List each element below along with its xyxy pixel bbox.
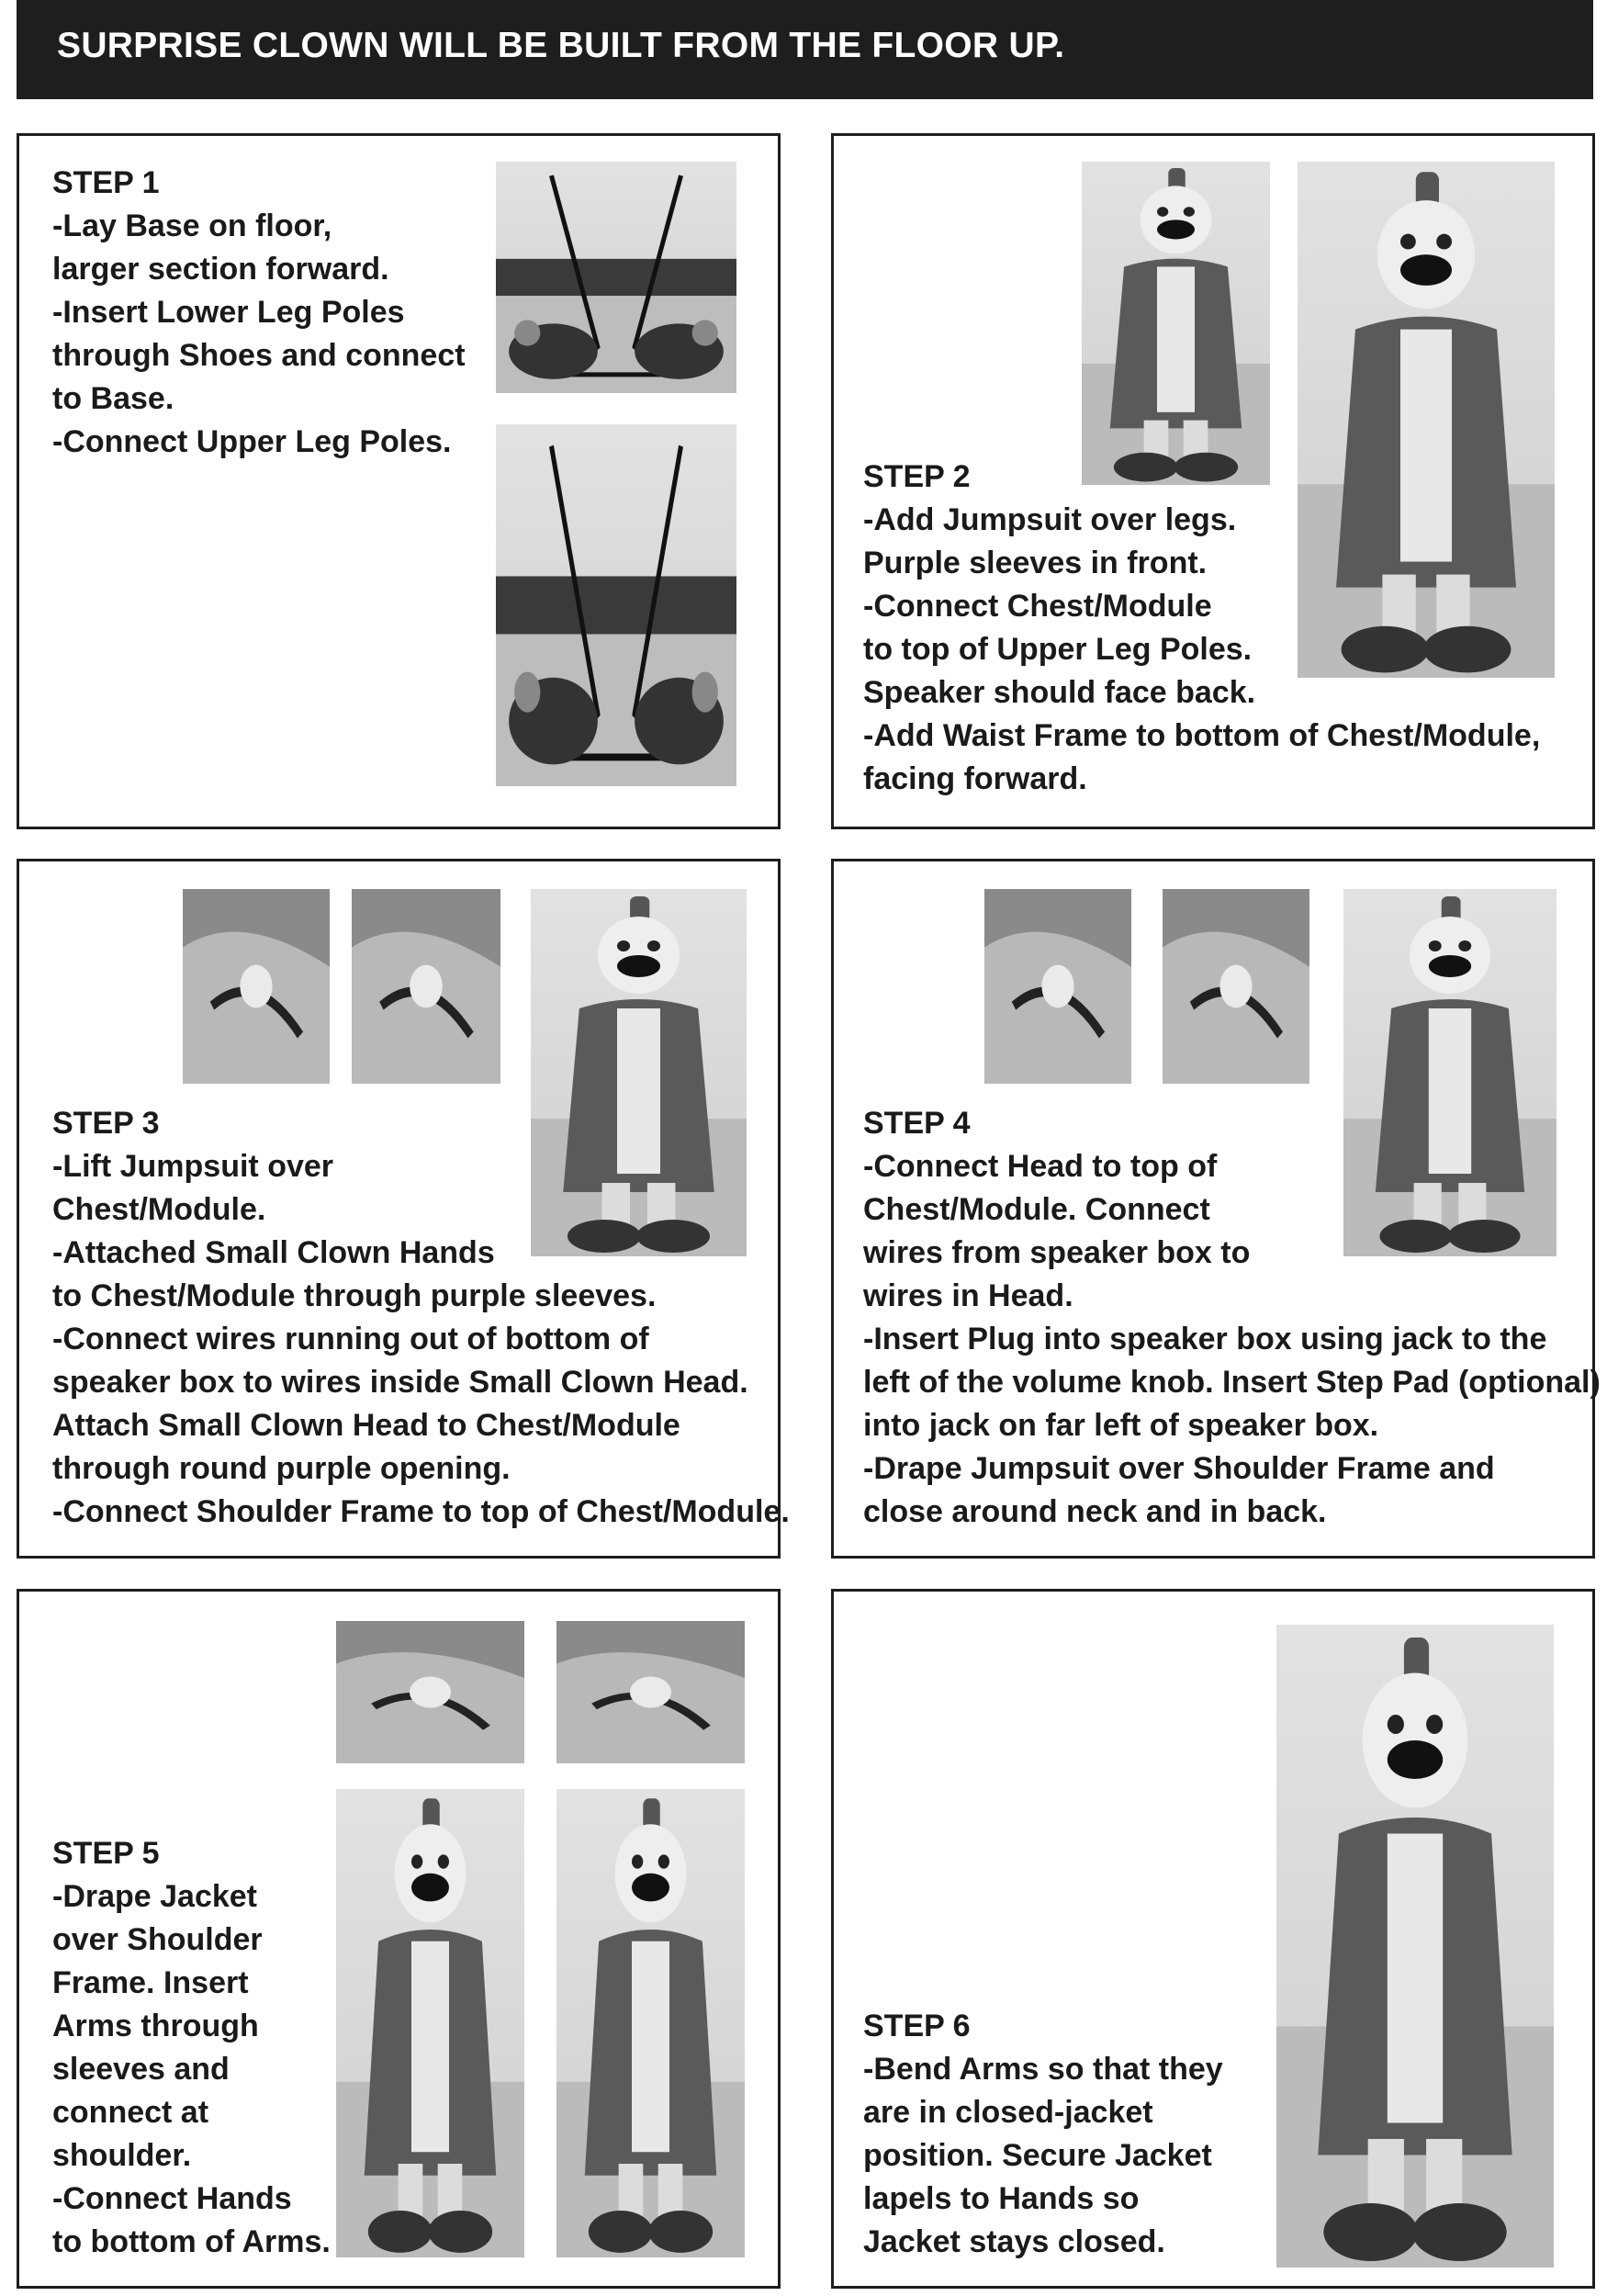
step-5-line: shoulder. [52, 2138, 192, 2173]
step-2-line: to top of Upper Leg Poles. [863, 632, 1253, 667]
step-2-line: Purple sleeves in front. [863, 546, 1208, 580]
step-5-line: connect at [52, 2095, 209, 2130]
step-6-line: lapels to Hands so [863, 2181, 1140, 2216]
step-1-panel [17, 133, 781, 829]
step-6-line: position. Secure Jacket [863, 2138, 1212, 2173]
step-5-line: -Drape Jacket [52, 1879, 258, 1914]
step-5-panel [17, 1589, 781, 2289]
step-5-line: Frame. Insert [52, 1965, 249, 2000]
step-3-line: -Connect wires running out of bottom of [52, 1322, 649, 1356]
step-5-line: to bottom of Arms. [52, 2224, 331, 2259]
jacket-draped-photo [336, 1789, 524, 2257]
arm-connector-closeup-photo [336, 1621, 524, 1763]
step-4-line: into jack on far left of speaker box. [863, 1408, 1379, 1443]
leg-poles-photo [496, 424, 736, 786]
step-5-line: over Shoulder [52, 1922, 263, 1957]
step-6-text [863, 2005, 1223, 2264]
step-2-panel [831, 133, 1595, 829]
step-5-title: STEP 5 [52, 1836, 160, 1871]
step-3-line: through round purple opening. [52, 1451, 511, 1486]
step-1-line: -Lay Base on floor, [52, 208, 332, 243]
step-4-line: wires from speaker box to [863, 1235, 1251, 1270]
sleeve-closeup-photo [352, 889, 500, 1084]
step-5-line: -Connect Hands [52, 2181, 292, 2216]
step-4-line: close around neck and in back. [863, 1494, 1327, 1529]
hand-connector-closeup-photo [556, 1621, 745, 1763]
step-6-panel [831, 1589, 1595, 2289]
step-2-line: facing forward. [863, 761, 1087, 796]
step-6-line: Jacket stays closed. [863, 2224, 1165, 2259]
step-3-line: -Lift Jumpsuit over [52, 1149, 334, 1184]
step-4-line: -Insert Plug into speaker box using jack to the [863, 1322, 1547, 1356]
step-4-panel [831, 859, 1601, 1559]
step-1-line: to Base. [52, 381, 174, 416]
step-1-line: through Shoes and connect [52, 338, 466, 373]
base-frame-photo [496, 162, 736, 393]
step-3-line: speaker box to wires inside Small Clown Head. [52, 1365, 748, 1400]
step-2-line: -Connect Chest/Module [863, 589, 1212, 624]
step-5-line: Arms through [52, 2009, 259, 2043]
step-4-line: Chest/Module. Connect [863, 1192, 1210, 1227]
step-6-line: are in closed-jacket [863, 2095, 1153, 2130]
step-3-panel [17, 859, 790, 1559]
step-4-line: -Drape Jumpsuit over Shoulder Frame and [863, 1451, 1495, 1486]
step-3-line: -Connect Shoulder Frame to top of Chest/Module. [52, 1494, 790, 1529]
wire-plug-closeup-photo [984, 889, 1131, 1084]
step-2-title: STEP 2 [863, 459, 971, 494]
step-3-line: Attach Small Clown Head to Chest/Module [52, 1408, 680, 1443]
jumpsuit-legs-photo [1082, 162, 1270, 485]
speaker-box-photo [1163, 889, 1309, 1084]
arms-attached-photo [556, 1789, 745, 2257]
finished-clown-photo [1276, 1625, 1554, 2268]
chest-module-photo [1298, 162, 1555, 678]
step-5-text [52, 1832, 331, 2264]
step-1-line: -Insert Lower Leg Poles [52, 295, 405, 330]
step-1-text [52, 162, 466, 464]
step-2-line: -Add Waist Frame to bottom of Chest/Module, [863, 718, 1541, 753]
step-3-line: Chest/Module. [52, 1192, 266, 1227]
step-6-line: -Bend Arms so that they [863, 2052, 1223, 2087]
step-4-line: -Connect Head to top of [863, 1149, 1218, 1184]
head-attached-photo [1343, 889, 1556, 1256]
step-2-line: -Add Jumpsuit over legs. [863, 502, 1237, 537]
step-1-line: -Connect Upper Leg Poles. [52, 424, 452, 459]
step-1-title: STEP 1 [52, 165, 160, 200]
step-4-title: STEP 4 [863, 1106, 971, 1141]
step-3-line: to Chest/Module through purple sleeves. [52, 1278, 657, 1313]
step-3-line: -Attached Small Clown Hands [52, 1235, 495, 1270]
step-1-line: larger section forward. [52, 252, 389, 287]
step-3-title: STEP 3 [52, 1106, 160, 1141]
step-4-line: wires in Head. [863, 1278, 1073, 1313]
clown-hands-closeup-photo [183, 889, 330, 1084]
page-title: SURPRISE CLOWN WILL BE BUILT FROM THE FLOOR UP. [57, 26, 1065, 65]
step-4-line: left of the volume knob. Insert Step Pad (optional) [863, 1365, 1601, 1400]
shoulder-frame-photo [531, 889, 747, 1256]
step-2-line: Speaker should face back. [863, 675, 1256, 710]
header-banner [17, 0, 1593, 99]
step-5-line: sleeves and [52, 2052, 230, 2087]
step-6-title: STEP 6 [863, 2009, 971, 2043]
